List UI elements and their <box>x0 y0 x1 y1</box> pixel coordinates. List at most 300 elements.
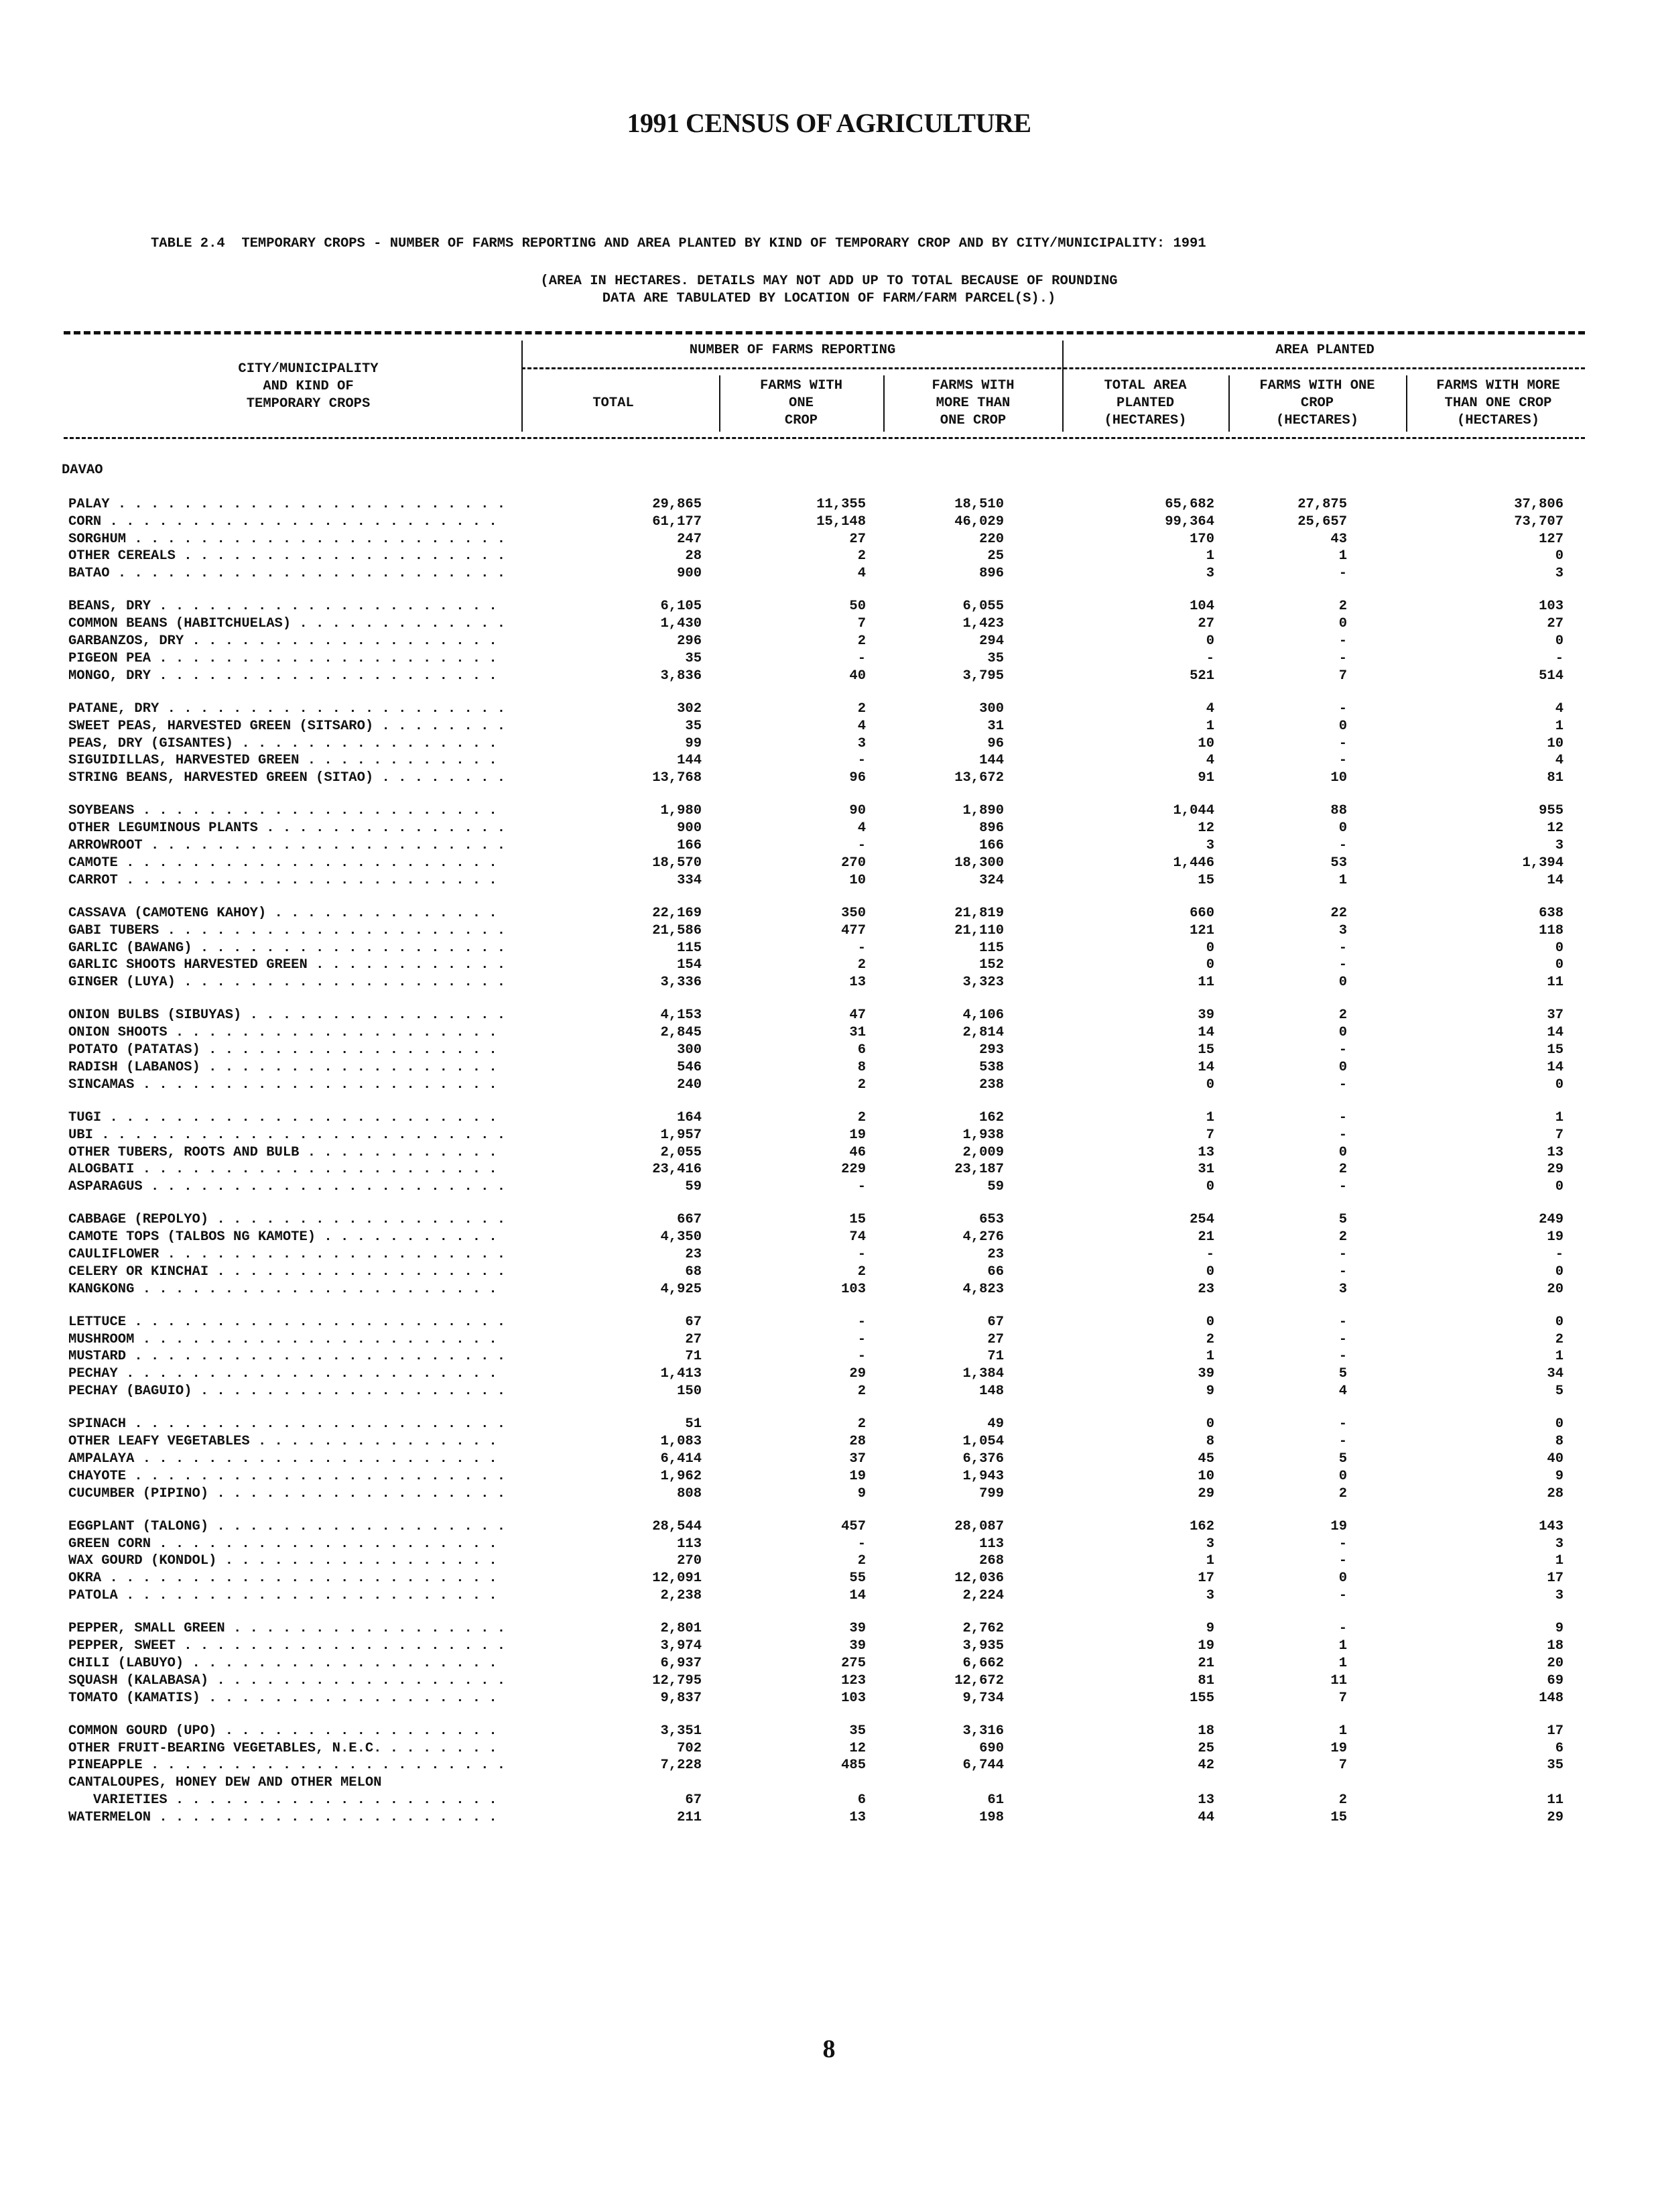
table-row <box>0 1809 1658 1827</box>
header-stub: CITY/MUNICIPALITY AND KIND OF TEMPORARY CROPS <box>238 361 379 412</box>
farms-one-crop-cell: 477 <box>841 922 866 938</box>
farms-more-crop-cell: 4,276 <box>962 1229 1004 1245</box>
crop-name-cell: CHILI (LABUYO) . . . <box>68 1655 507 1672</box>
crop-name-cell: EGGPLANT (TALONG) . . . <box>68 1518 507 1536</box>
crop-name-cell: OTHER LEAFY VEGETABLES . . . <box>68 1433 507 1451</box>
farms-one-crop-cell: 29 <box>849 1366 866 1382</box>
table-row-group <box>0 905 1658 991</box>
page-number: 8 <box>822 2035 836 2063</box>
farms-one-crop-cell: 3 <box>857 735 866 751</box>
crop-name-cell: COMMON BEANS (HABITCHUELAS) . . . <box>68 615 507 633</box>
area-more-crop-cell: 13 <box>1547 1144 1564 1160</box>
farms-one-crop-cell: 4 <box>857 718 866 734</box>
farms-one-crop-cell: 74 <box>849 1229 866 1245</box>
table-row <box>0 1587 1658 1605</box>
total-area-cell: 39 <box>1198 1366 1214 1382</box>
area-more-crop-cell: 3 <box>1555 1588 1564 1604</box>
crop-name-cell: GARLIC SHOOTS HARVESTED GREEN . . . <box>68 957 507 974</box>
crop-name-cell: LETTUCE . . . <box>68 1314 507 1331</box>
farms-more-crop-cell: 293 <box>979 1042 1004 1058</box>
table-note-line-1: (AREA IN HECTARES. DETAILS MAY NOT ADD UP TO TOTAL BECAUSE OF ROUNDING <box>540 273 1118 289</box>
table-row <box>0 1007 1658 1024</box>
crop-name-cell: SQUASH (KALABASA) . . . <box>68 1672 507 1690</box>
farms-one-crop-cell: - <box>857 1246 866 1262</box>
area-more-crop-cell: 3 <box>1555 566 1564 582</box>
area-one-crop-cell: - <box>1338 1331 1347 1347</box>
farms-more-crop-cell: 61 <box>987 1792 1004 1808</box>
area-one-crop-cell: 0 <box>1338 820 1347 837</box>
farms-more-crop-cell: 799 <box>979 1485 1004 1501</box>
farms-more-crop-cell: 4,823 <box>962 1281 1004 1297</box>
area-one-crop-cell: - <box>1338 1536 1347 1552</box>
table-row <box>0 1451 1658 1468</box>
table-row <box>0 905 1658 922</box>
table-row <box>0 1331 1658 1349</box>
total-area-cell: 1 <box>1206 1553 1214 1569</box>
table-row <box>0 1690 1658 1707</box>
total-area-cell: 7 <box>1206 1127 1214 1143</box>
area-one-crop-cell: 4 <box>1338 1384 1347 1400</box>
total-farms-cell: 2,238 <box>660 1588 702 1604</box>
farms-more-crop-cell: 1,943 <box>962 1468 1004 1484</box>
table-row <box>0 1638 1658 1655</box>
area-one-crop-cell: - <box>1338 838 1347 854</box>
crop-name-cell: CUCUMBER (PIPINO) . . . <box>68 1485 507 1503</box>
total-farms-cell: 1,413 <box>660 1366 702 1382</box>
total-area-cell: 3 <box>1206 1536 1214 1552</box>
farms-one-crop-cell: 37 <box>849 1451 866 1467</box>
area-more-crop-cell: 14 <box>1547 1059 1564 1075</box>
header-farms-group: NUMBER OF FARMS REPORTING <box>689 343 896 358</box>
table-row <box>0 1774 1658 1792</box>
area-one-crop-cell: - <box>1338 1588 1347 1604</box>
area-more-crop-cell: 3 <box>1555 1536 1564 1552</box>
table-row <box>0 1161 1658 1178</box>
farms-one-crop-cell: 229 <box>841 1162 866 1178</box>
total-farms-cell: 6,414 <box>660 1451 702 1467</box>
crop-name-cell: UBI . . . <box>68 1127 507 1144</box>
farms-one-crop-cell: 7 <box>857 616 866 632</box>
table-row <box>0 820 1658 837</box>
farms-more-crop-cell: 896 <box>979 820 1004 837</box>
total-farms-cell: 546 <box>677 1059 702 1075</box>
total-farms-cell: 1,083 <box>660 1434 702 1450</box>
table-row <box>0 1570 1658 1587</box>
area-one-crop-cell: - <box>1338 735 1347 751</box>
crop-name-cell: PATANE, DRY . . . <box>68 700 507 718</box>
area-more-crop-cell: 11 <box>1547 975 1564 991</box>
total-area-cell: 4 <box>1206 700 1214 717</box>
crop-name-cell: SOYBEANS . . . <box>68 802 507 820</box>
total-area-cell: 31 <box>1198 1162 1214 1178</box>
area-more-crop-cell: 0 <box>1555 548 1564 564</box>
total-farms-cell: 6,937 <box>660 1655 702 1671</box>
table-row <box>0 1518 1658 1536</box>
farms-one-crop-cell: 485 <box>841 1758 866 1774</box>
farms-more-crop-cell: 300 <box>979 700 1004 717</box>
table-row <box>0 1620 1658 1638</box>
area-more-crop-cell: 1 <box>1555 1553 1564 1569</box>
total-area-cell: 19 <box>1198 1638 1214 1654</box>
total-farms-cell: 900 <box>677 820 702 837</box>
farms-one-crop-cell: 2 <box>857 1553 866 1569</box>
total-area-cell: 3 <box>1206 1588 1214 1604</box>
crop-name-cell: PEAS, DRY (GISANTES) . . . <box>68 735 507 753</box>
total-farms-cell: 27 <box>685 1331 702 1347</box>
total-farms-cell: 35 <box>685 718 702 734</box>
total-area-cell: 25 <box>1198 1740 1214 1756</box>
area-one-crop-cell: 27,875 <box>1297 497 1347 512</box>
header-farms-one-crop: FARMS WITH ONE CROP <box>759 378 843 428</box>
total-farms-cell: 23 <box>685 1246 702 1262</box>
area-more-crop-cell: 27 <box>1547 616 1564 632</box>
region-label: DAVAO <box>62 463 103 478</box>
farms-one-crop-cell: 14 <box>849 1588 866 1604</box>
total-farms-cell: 71 <box>685 1349 702 1365</box>
crop-name-cell: BEANS, DRY . . . <box>68 598 507 615</box>
total-area-cell: 29 <box>1198 1485 1214 1501</box>
table-row <box>0 1109 1658 1127</box>
crop-name-cell: WATERMELON . . . <box>68 1809 507 1827</box>
total-area-cell: 12 <box>1198 820 1214 837</box>
area-more-crop-cell: 0 <box>1555 940 1564 956</box>
farms-one-crop-cell: - <box>857 1314 866 1330</box>
table-row-group <box>0 598 1658 684</box>
total-farms-cell: 51 <box>685 1416 702 1432</box>
total-farms-cell: 2,845 <box>660 1025 702 1041</box>
area-more-crop-cell: 37,806 <box>1514 497 1564 512</box>
farms-one-crop-cell: 13 <box>849 1809 866 1825</box>
farms-more-crop-cell: 6,662 <box>962 1655 1004 1671</box>
table-row <box>0 1348 1658 1365</box>
area-one-crop-cell: - <box>1338 1349 1347 1365</box>
table-row <box>0 650 1658 668</box>
area-more-crop-cell: 148 <box>1539 1690 1564 1706</box>
total-farms-cell: 164 <box>677 1109 702 1125</box>
table-row <box>0 872 1658 889</box>
header-divider <box>521 341 523 432</box>
farms-more-crop-cell: 1,054 <box>962 1434 1004 1450</box>
area-one-crop-cell: 0 <box>1338 1025 1347 1041</box>
farms-more-crop-cell: 2,762 <box>962 1621 1004 1637</box>
crop-name-cell: CORN . . . <box>68 513 507 531</box>
farms-one-crop-cell: 2 <box>857 1109 866 1125</box>
total-area-cell: 81 <box>1198 1672 1214 1688</box>
area-one-crop-cell: 0 <box>1338 1571 1347 1587</box>
farms-more-crop-cell: 1,938 <box>962 1127 1004 1143</box>
farms-more-crop-cell: 198 <box>979 1809 1004 1825</box>
total-farms-cell: 21,586 <box>652 922 702 938</box>
area-more-crop-cell: 9 <box>1555 1621 1564 1637</box>
farms-more-crop-cell: 268 <box>979 1553 1004 1569</box>
crop-name-cell: TOMATO (KAMATIS) . . . <box>68 1690 507 1707</box>
total-farms-cell: 113 <box>677 1536 702 1552</box>
farms-one-crop-cell: 2 <box>857 1384 866 1400</box>
farms-one-crop-cell: 4 <box>857 566 866 582</box>
farms-more-crop-cell: 3,323 <box>962 975 1004 991</box>
table-row-group <box>0 1723 1658 1827</box>
total-farms-cell: 67 <box>685 1792 702 1808</box>
farms-one-crop-cell: 4 <box>857 820 866 837</box>
table-row <box>0 770 1658 787</box>
farms-one-crop-cell: 275 <box>841 1655 866 1671</box>
farms-more-crop-cell: 115 <box>979 940 1004 956</box>
crop-name-cell: MUSTARD . . . <box>68 1348 507 1365</box>
farms-more-crop-cell: 3,795 <box>962 668 1004 684</box>
total-area-cell: 1 <box>1206 718 1214 734</box>
total-area-cell: 1 <box>1206 1109 1214 1125</box>
total-farms-cell: 18,570 <box>652 855 702 871</box>
area-one-crop-cell: - <box>1338 650 1347 666</box>
total-area-cell: 170 <box>1190 531 1214 547</box>
farms-one-crop-cell: 270 <box>841 855 866 871</box>
total-area-cell: 1 <box>1206 548 1214 564</box>
area-one-crop-cell: 1 <box>1338 1655 1347 1671</box>
farms-one-crop-cell: 35 <box>849 1723 866 1739</box>
total-area-cell: 39 <box>1198 1007 1214 1024</box>
crop-name-cell: PINEAPPLE . . . <box>68 1757 507 1774</box>
total-area-cell: 11 <box>1198 975 1214 991</box>
area-one-crop-cell: 2 <box>1338 1007 1347 1024</box>
table-row <box>0 1127 1658 1144</box>
farms-more-crop-cell: 96 <box>987 735 1004 751</box>
area-one-crop-cell: - <box>1338 1416 1347 1432</box>
total-farms-cell: 154 <box>677 957 702 973</box>
table-row <box>0 1740 1658 1758</box>
table-row <box>0 1433 1658 1451</box>
total-farms-cell: 334 <box>677 872 702 888</box>
total-area-cell: 155 <box>1190 1690 1214 1706</box>
total-farms-cell: 300 <box>677 1042 702 1058</box>
area-more-crop-cell: 1 <box>1555 1349 1564 1365</box>
total-farms-cell: 12,795 <box>652 1672 702 1688</box>
farms-one-crop-cell: 6 <box>857 1792 866 1808</box>
area-more-crop-cell: 249 <box>1539 1212 1564 1228</box>
farms-one-crop-cell: 6 <box>857 1042 866 1058</box>
area-one-crop-cell: - <box>1338 1127 1347 1143</box>
table-row <box>0 922 1658 940</box>
farms-one-crop-cell: 2 <box>857 1416 866 1432</box>
farms-more-crop-cell: 21,110 <box>954 922 1004 938</box>
total-farms-cell: 3,336 <box>660 975 702 991</box>
farms-more-crop-cell: 653 <box>979 1212 1004 1228</box>
total-farms-cell: 1,430 <box>660 616 702 632</box>
area-one-crop-cell: - <box>1338 957 1347 973</box>
area-one-crop-cell: 2 <box>1338 1485 1347 1501</box>
area-one-crop-cell: 19 <box>1330 1518 1347 1534</box>
area-one-crop-cell: 0 <box>1338 1144 1347 1160</box>
crop-name-cell: MONGO, DRY . . . <box>68 668 507 685</box>
total-area-cell: 0 <box>1206 957 1214 973</box>
total-farms-cell: 240 <box>677 1077 702 1093</box>
total-farms-cell: 302 <box>677 700 702 717</box>
farms-one-crop-cell: 10 <box>849 872 866 888</box>
total-area-cell: 660 <box>1190 905 1214 921</box>
farms-more-crop-cell: 152 <box>979 957 1004 973</box>
table-row <box>0 957 1658 974</box>
header-area-group: AREA PLANTED <box>1275 343 1375 358</box>
area-one-crop-cell: - <box>1338 1553 1347 1569</box>
area-more-crop-cell: 10 <box>1547 735 1564 751</box>
area-one-crop-cell: 5 <box>1338 1366 1347 1382</box>
area-one-crop-cell: - <box>1338 1246 1347 1262</box>
area-more-crop-cell: 1 <box>1555 718 1564 734</box>
farms-one-crop-cell: 457 <box>841 1518 866 1534</box>
table-row <box>0 668 1658 685</box>
total-area-cell: 0 <box>1206 633 1214 650</box>
farms-one-crop-cell: 50 <box>849 599 866 615</box>
total-area-cell: 42 <box>1198 1758 1214 1774</box>
crop-name-cell: STRING BEANS, HARVESTED GREEN (SITAO) . . . <box>68 770 507 787</box>
table-row <box>0 718 1658 735</box>
table-row <box>0 735 1658 753</box>
table-row <box>0 1144 1658 1162</box>
farms-one-crop-cell: 123 <box>841 1672 866 1688</box>
area-more-crop-cell: 0 <box>1555 1264 1564 1280</box>
farms-more-crop-cell: 166 <box>979 838 1004 854</box>
farms-one-crop-cell: 350 <box>841 905 866 921</box>
crop-name-cell: VARIETIES . . . <box>68 1792 507 1809</box>
table-row <box>0 1042 1658 1059</box>
total-farms-cell: 4,925 <box>660 1281 702 1297</box>
crop-name-cell: GINGER (LUYA) . . . <box>68 974 507 991</box>
area-one-crop-cell: 7 <box>1338 1758 1347 1774</box>
total-area-cell: 99,364 <box>1165 513 1214 530</box>
area-one-crop-cell: - <box>1338 566 1347 582</box>
farms-more-crop-cell: 12,036 <box>954 1571 1004 1587</box>
total-farms-cell: 150 <box>677 1384 702 1400</box>
total-area-cell: 27 <box>1198 616 1214 632</box>
farms-more-crop-cell: 23 <box>987 1246 1004 1262</box>
farms-more-crop-cell: 71 <box>987 1349 1004 1365</box>
farms-more-crop-cell: 3,316 <box>962 1723 1004 1739</box>
crop-name-cell: CARROT . . . <box>68 872 507 889</box>
total-farms-cell: 13,768 <box>652 770 702 786</box>
farms-one-crop-cell: 55 <box>849 1571 866 1587</box>
total-farms-cell: 2,801 <box>660 1621 702 1637</box>
area-more-crop-cell: 6 <box>1555 1740 1564 1756</box>
farms-one-crop-cell: 2 <box>857 1077 866 1093</box>
total-farms-cell: 144 <box>677 753 702 769</box>
table-row <box>0 1178 1658 1196</box>
area-more-crop-cell: 12 <box>1547 820 1564 837</box>
area-one-crop-cell: - <box>1338 1264 1347 1280</box>
total-farms-cell: 667 <box>677 1212 702 1228</box>
total-area-cell: 23 <box>1198 1281 1214 1297</box>
farms-one-crop-cell: - <box>857 1331 866 1347</box>
crop-name-cell: RADISH (LABANOS) . . . <box>68 1059 507 1077</box>
total-area-cell: 9 <box>1206 1384 1214 1400</box>
area-more-crop-cell: 17 <box>1547 1571 1564 1587</box>
area-more-crop-cell: 127 <box>1539 531 1564 547</box>
total-area-cell: - <box>1206 650 1214 666</box>
crop-name-cell: SORGHUM . . . <box>68 531 507 548</box>
farms-one-crop-cell: 19 <box>849 1468 866 1484</box>
farms-one-crop-cell: 2 <box>857 700 866 717</box>
area-more-crop-cell: 20 <box>1547 1655 1564 1671</box>
table-row <box>0 700 1658 718</box>
area-one-crop-cell: 1 <box>1338 548 1347 564</box>
total-area-cell: 65,682 <box>1165 497 1214 512</box>
area-more-crop-cell: 118 <box>1539 922 1564 938</box>
crop-name-cell: PIGEON PEA . . . <box>68 650 507 668</box>
area-more-crop-cell: 17 <box>1547 1723 1564 1739</box>
farms-more-crop-cell: 25 <box>987 548 1004 564</box>
crop-name-cell: OTHER FRUIT-BEARING VEGETABLES, N.E.C. . . . <box>68 1740 507 1758</box>
header-farms-more-crop: FARMS WITH MORE THAN ONE CROP <box>932 378 1015 428</box>
farms-one-crop-cell: 19 <box>849 1127 866 1143</box>
total-area-cell: 162 <box>1190 1518 1214 1534</box>
area-more-crop-cell: 5 <box>1555 1384 1564 1400</box>
total-farms-cell: 28 <box>685 548 702 564</box>
area-one-crop-cell: - <box>1338 700 1347 717</box>
total-area-cell: 14 <box>1198 1025 1214 1041</box>
farms-more-crop-cell: 67 <box>987 1314 1004 1330</box>
farms-one-crop-cell: - <box>857 1349 866 1365</box>
crop-name-cell: SIGUIDILLAS, HARVESTED GREEN . . . <box>68 752 507 770</box>
area-one-crop-cell: - <box>1338 1042 1347 1058</box>
farms-one-crop-cell: 12 <box>849 1740 866 1756</box>
area-one-crop-cell: 1 <box>1338 872 1347 888</box>
header-bottom-rule <box>64 437 1585 439</box>
table-row <box>0 1246 1658 1264</box>
crop-name-cell: OTHER CEREALS . . . <box>68 548 507 565</box>
table-row-group <box>0 1518 1658 1605</box>
area-more-crop-cell: 29 <box>1547 1162 1564 1178</box>
total-farms-cell: 3,974 <box>660 1638 702 1654</box>
area-more-crop-cell: 9 <box>1555 1468 1564 1484</box>
area-one-crop-cell: - <box>1338 1434 1347 1450</box>
farms-one-crop-cell: 40 <box>849 668 866 684</box>
total-farms-cell: 115 <box>677 940 702 956</box>
area-one-crop-cell: 0 <box>1338 975 1347 991</box>
total-area-cell: 1,446 <box>1173 855 1214 871</box>
total-area-cell: 17 <box>1198 1571 1214 1587</box>
total-area-cell: 4 <box>1206 753 1214 769</box>
farms-one-crop-cell: - <box>857 650 866 666</box>
farms-more-crop-cell: 294 <box>979 633 1004 650</box>
area-more-crop-cell: 14 <box>1547 872 1564 888</box>
table-row <box>0 513 1658 531</box>
area-more-crop-cell: 18 <box>1547 1638 1564 1654</box>
total-area-cell: 10 <box>1198 735 1214 751</box>
area-one-crop-cell: 53 <box>1330 855 1347 871</box>
table-row-group <box>0 496 1658 582</box>
table-note-line-2: DATA ARE TABULATED BY LOCATION OF FARM/FARM PARCEL(S).) <box>602 291 1056 306</box>
area-more-crop-cell: 4 <box>1555 700 1564 717</box>
area-one-crop-cell: - <box>1338 1314 1347 1330</box>
farms-more-crop-cell: 148 <box>979 1384 1004 1400</box>
total-area-cell: 45 <box>1198 1451 1214 1467</box>
table-row <box>0 1024 1658 1042</box>
total-farms-cell: 296 <box>677 633 702 650</box>
header-total: TOTAL <box>592 395 634 411</box>
area-more-crop-cell: 3 <box>1555 838 1564 854</box>
area-more-crop-cell: 1 <box>1555 1109 1564 1125</box>
header-area-more-crop: FARMS WITH MORE THAN ONE CROP (HECTARES) <box>1436 378 1560 428</box>
farms-one-crop-cell: 27 <box>849 531 866 547</box>
farms-more-crop-cell: 18,300 <box>954 855 1004 871</box>
farms-one-crop-cell: 9 <box>857 1485 866 1501</box>
area-more-crop-cell: 0 <box>1555 1314 1564 1330</box>
area-more-crop-cell: 1,394 <box>1522 855 1564 871</box>
total-area-cell: 3 <box>1206 838 1214 854</box>
total-farms-cell: 166 <box>677 838 702 854</box>
farms-one-crop-cell: - <box>857 753 866 769</box>
farms-one-crop-cell: 15,148 <box>816 513 866 530</box>
farms-one-crop-cell: 2 <box>857 548 866 564</box>
area-more-crop-cell: 14 <box>1547 1025 1564 1041</box>
